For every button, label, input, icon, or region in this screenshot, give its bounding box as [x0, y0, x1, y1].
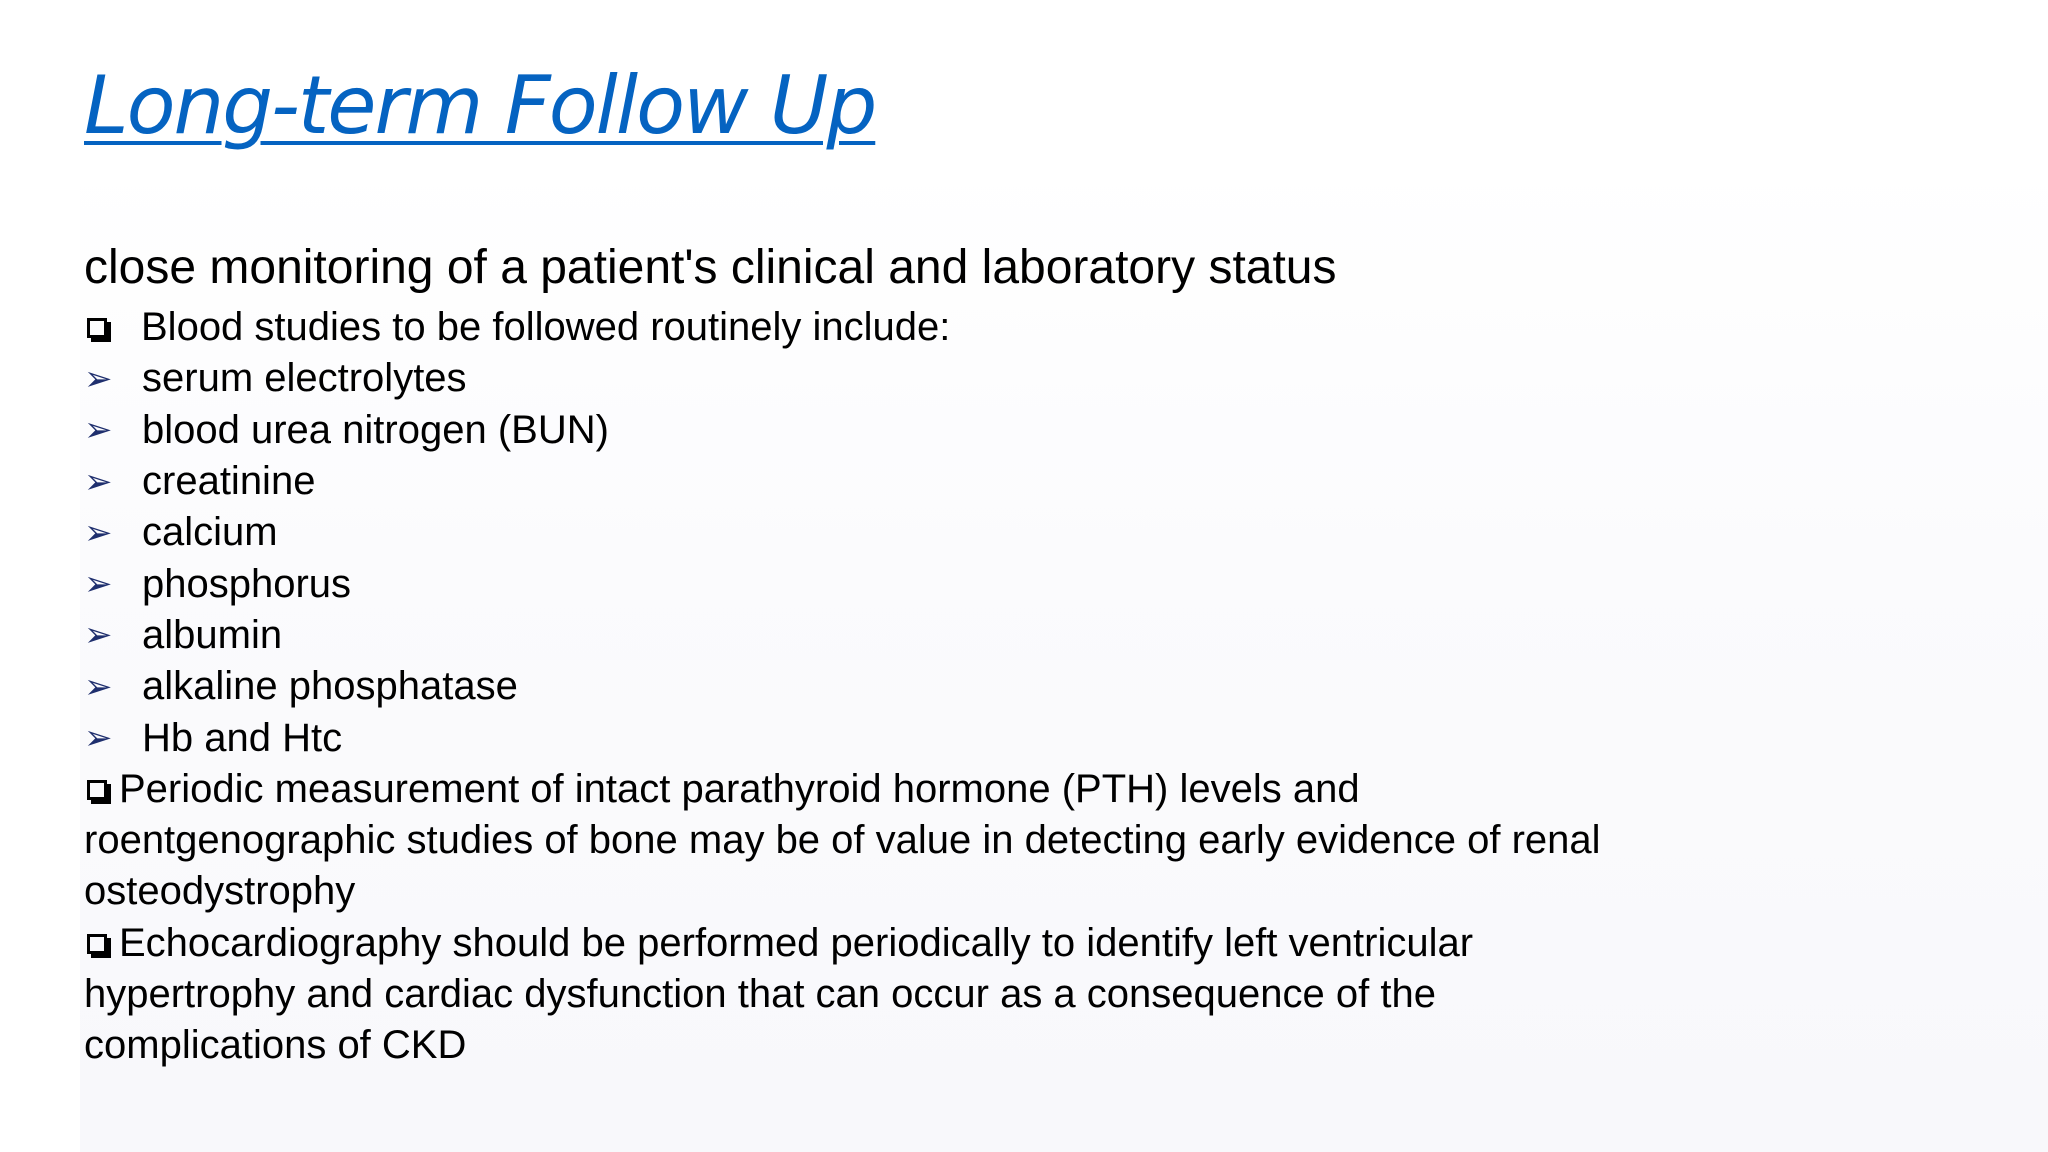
- arrow-bullet-icon: ➢: [84, 358, 113, 399]
- list-item-label: Hb and Htc: [142, 715, 343, 760]
- list-item: [84, 405, 1984, 456]
- arrow-bullet-icon: ➢: [84, 512, 113, 553]
- list-item: [84, 456, 1984, 507]
- list-item-label: blood urea nitrogen (BUN): [142, 407, 609, 452]
- list-item-label: creatinine: [142, 459, 316, 504]
- blood-studies-heading: [84, 302, 1984, 353]
- checkbox-bullet-icon: [87, 318, 107, 338]
- list-item: [84, 507, 1984, 558]
- list-item: [84, 712, 1984, 763]
- blood-studies-label: Blood studies to be followed routinely include:: [141, 305, 951, 350]
- list-item: [84, 558, 1984, 609]
- list-item-label: phosphorus: [142, 561, 352, 606]
- arrow-bullet-icon: ➢: [84, 615, 113, 656]
- list-item-label: calcium: [142, 510, 278, 555]
- list-item-label: alkaline phosphatase: [142, 664, 518, 709]
- checkbox-bullet-icon: [87, 780, 107, 800]
- echo-paragraph: [84, 918, 1644, 1072]
- slide-body: [84, 236, 1984, 1071]
- arrow-bullet-icon: ➢: [84, 666, 113, 707]
- arrow-bullet-icon: ➢: [84, 410, 113, 451]
- list-item-label: serum electrolytes: [142, 356, 467, 401]
- slide-title: Long-term Follow Up: [84, 59, 876, 152]
- list-item: [84, 661, 1984, 712]
- echo-paragraph-text: Echocardiography should be performed periodically to identify left ventricular hypertrophy and cardiac dysfunction that can occur as a consequence of the complications of CKD: [84, 920, 1474, 1068]
- list-item: [84, 353, 1984, 404]
- checkbox-bullet-icon: [87, 934, 107, 954]
- intro-text: close monitoring of a patient's clinical and laboratory status: [84, 241, 1337, 294]
- list-item-label: albumin: [142, 612, 283, 657]
- arrow-bullet-icon: ➢: [84, 718, 113, 759]
- arrow-bullet-icon: ➢: [84, 461, 113, 502]
- arrow-bullet-icon: ➢: [84, 564, 113, 605]
- pth-paragraph-text: Periodic measurement of intact parathyroid hormone (PTH) levels and roentgenographic studies of bone may be of value in detecting early evidence of renal osteodystrophy: [84, 766, 1601, 914]
- list-item: [84, 610, 1984, 661]
- pth-paragraph: [84, 764, 1644, 918]
